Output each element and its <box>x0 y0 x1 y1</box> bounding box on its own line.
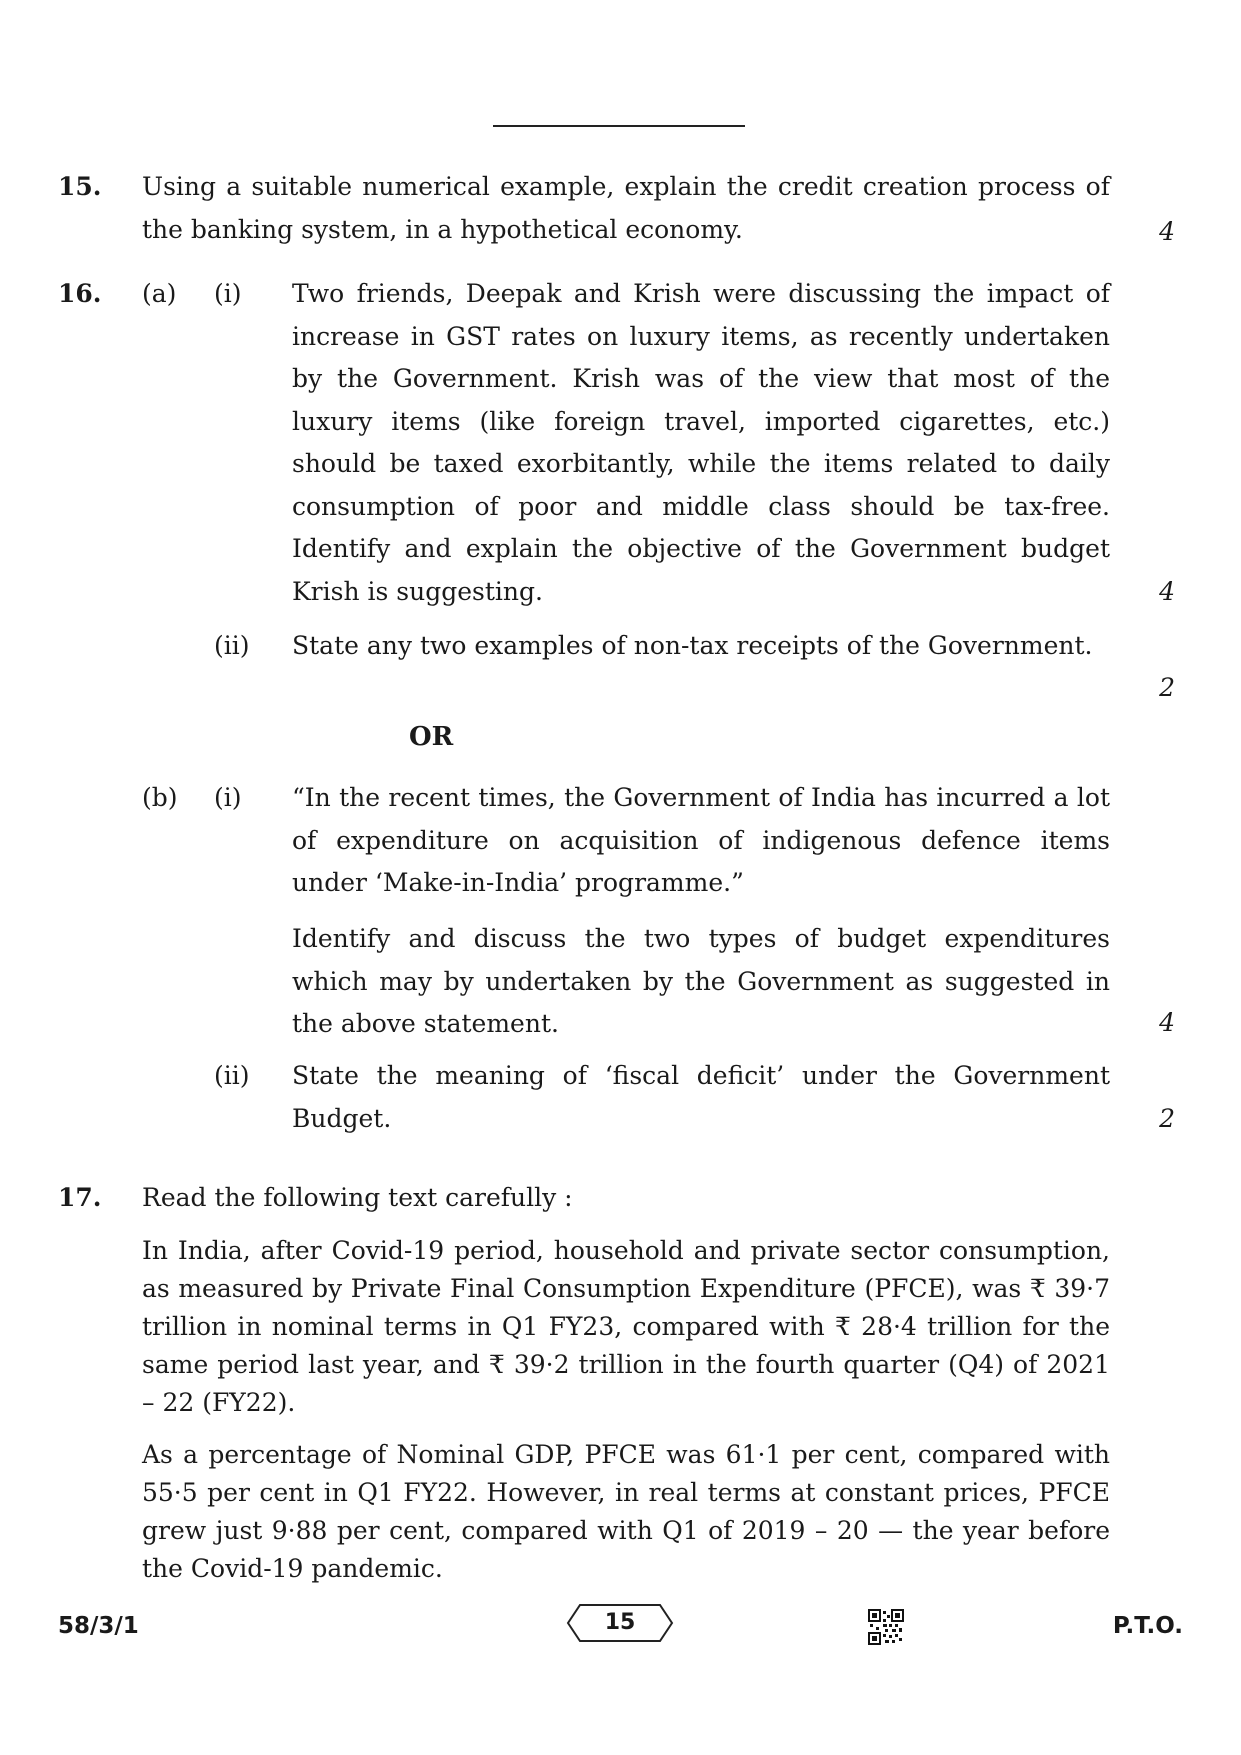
question-16b-i-quote: “In the recent times, the Government of India has incurred a lot of expenditure on acquisition of indigenous defence items under ‘Make-in-India’ programme.” <box>292 783 1110 897</box>
question-16a-ii-marks: 2 <box>1159 673 1175 702</box>
question-16b-ii-label: (ii) <box>214 1061 250 1090</box>
question-15-number: 15. <box>58 172 102 201</box>
page-number: 15 <box>604 1610 636 1635</box>
question-16b-i-marks: 4 <box>1159 1008 1175 1037</box>
question-16b-ii-text: State the meaning of ‘fiscal deficit’ under the Government Budget. <box>292 1061 1110 1133</box>
question-16b-label: (b) <box>142 783 178 812</box>
qr-code-icon <box>868 1609 904 1649</box>
question-16b-i-label: (i) <box>214 783 242 812</box>
question-17-number: 17. <box>58 1183 102 1212</box>
question-16a-label: (a) <box>142 279 177 308</box>
question-16b-i-text: Identify and discuss the two types of budget expenditures which may by undertaken by the Government as suggested in the above statement. <box>292 924 1110 1038</box>
question-16a-i-marks: 4 <box>1159 577 1175 606</box>
question-16a-ii-text: State any two examples of non-tax receipts of the Government. <box>292 631 1093 660</box>
question-16a-ii-label: (ii) <box>214 631 250 660</box>
question-16a-i-label: (i) <box>214 279 242 308</box>
question-16a-i-text: Two friends, Deepak and Krish were discussing the impact of increase in GST rates on luxury items, as recently undertaken by the Government. Krish was of the view that most of the luxury items (like foreign travel, imported cigarettes, etc.) should be taxed exorbitantly, while the items related to daily consumption of poor and middle class should be tax-free. Identify and explain the objective of the Government budget Krish is suggesting. <box>292 279 1110 606</box>
or-separator: OR <box>409 722 454 752</box>
paper-code: 58/3/1 <box>58 1613 139 1639</box>
question-15-text: Using a suitable numerical example, explain the credit creation process of the banking system, in a hypothetical economy. <box>142 172 1110 244</box>
please-turn-over: P.T.O. <box>1112 1613 1183 1639</box>
page-number-badge <box>566 1602 674 1644</box>
question-16b-ii-marks: 2 <box>1159 1104 1175 1133</box>
question-17-paragraph-2: As a percentage of Nominal GDP, PFCE was 61·1 per cent, compared with 55·5 per cent in Q1 FY22. However, in real terms at constant prices, PFCE grew just 9·88 per cent, compared with Q1 of 2019 – 20 — the year before the Covid-19 pandemic. <box>142 1440 1110 1583</box>
question-17-intro: Read the following text carefully : <box>142 1183 573 1212</box>
question-17-paragraph-1: In India, after Covid-19 period, household and private sector consumption, as measured by Private Final Consumption Expenditure (PFCE), was ₹ 39·7 trillion in nominal terms in Q1 FY23, compared with ₹ 28·4 trillion for the same period last year, and ₹ 39·2 trillion in the fourth quarter (Q4) of 2021 – 22 (FY22). <box>142 1236 1110 1417</box>
top-divider <box>493 125 745 127</box>
question-16-number: 16. <box>58 279 102 308</box>
question-15-marks: 4 <box>1159 217 1175 246</box>
